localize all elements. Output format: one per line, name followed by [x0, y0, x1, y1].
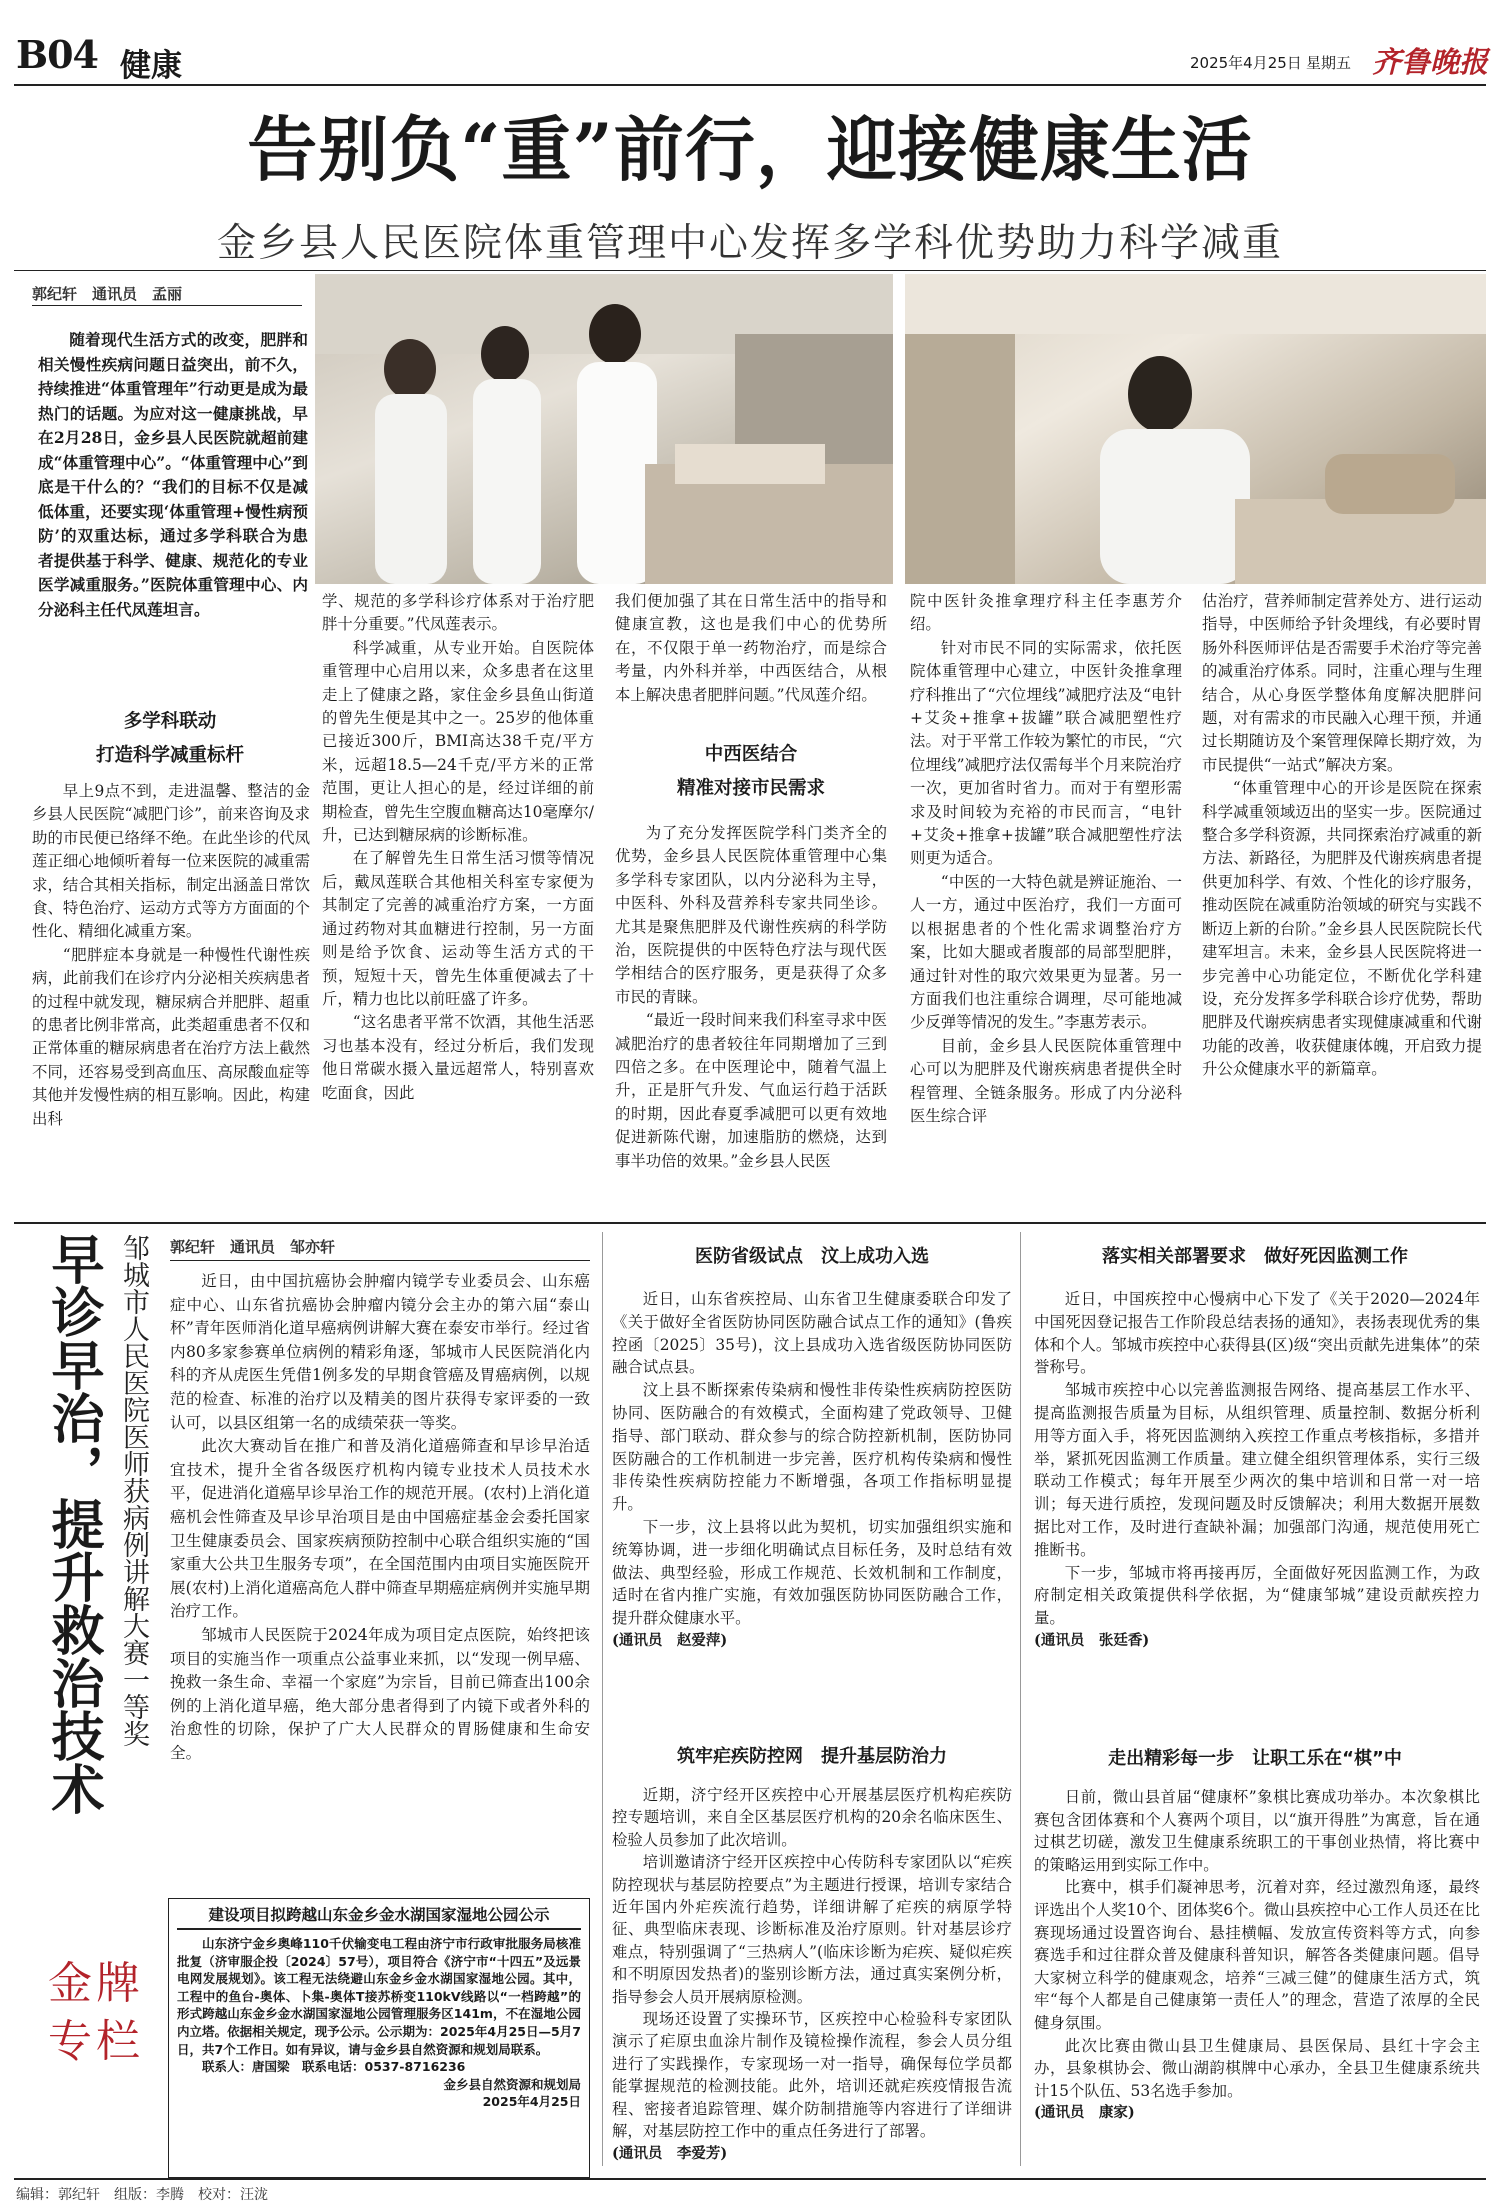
brief2-body: 近期，济宁经开区疾控中心开展基层医疗机构疟疾防控专题培训，来自全区基层医疗机构的20余名临床医生、检验人员参加了此次培训。 培训邀请济宁经开区疾控中心传防科专家团队以“疟疾防控现状与基层防控要点”为主题进行授课，培训专家结合近年国内外疟疾流行趋势，详细讲解了疟疾的病原学特征、典型临床表现、诊断标准及治疗原则。针对基层诊疗难点，特别强调了“三热病人”(临床诊断为疟疾、疑似疟疾和不明原因发热者)的鉴别诊断方法，通过真实案例分析，指导参会人员开展病原检测。 现场还设置了实操环节，区疾控中心检验科专家团队演示了疟原虫血涂片制作及镜检操作流程，参会人员分组进行了实践操作，专家现场一对一指导，确保每位学员都能掌握规范的检测技能。此外，培训还就疟疾疫情报告流程、密接者追踪管理、媒介防制措施等内容进行了详细讲解，对基层防控工作中的重点任务进行了部署。 (通讯员 李爱芳): [612, 1784, 1012, 2165]
column-label: 金牌专栏: [48, 1958, 144, 2067]
notice-title: 建设项目拟跨越山东金乡金水湖国家湿地公园公示: [208, 1906, 550, 1924]
brief1-title: 医防省级试点 汶上成功入选: [695, 1246, 929, 1267]
brief4-body: 日前，微山县首届“健康杯”象棋比赛成功举办。本次象棋比赛包含团体赛和个人赛两个项目，以“旗开得胜”为寓意，旨在通过棋艺切磋，激发卫生健康系统职工的干事创业热情，将比赛中的策略运用到实际工作中。 比赛中，棋手们凝神思考，沉着对弈，经过激烈角逐，最终评选出个人奖10个、团体奖6个。微山县疾控中心工作人员还在比赛现场通过设置咨询台、悬挂横幅、发放宣传资料等方式，向参赛选手和过往群众普及健康科普知识，解答各类健康问题。倡导大家树立科学的健康观念，培养“三减三健”的健康生活方式，筑牢“每个人都是自己健康第一责任人”的理念，营造了浓厚的全民健身氛围。 此次比赛由微山县卫生健康局、县医保局、县红十字会主办，县象棋协会、微山湖韵棋牌中心承办，全县卫生健康系统共计15个队伍、53名选手参加。 (通讯员 康家): [1034, 1786, 1480, 2125]
main-col-5: 估治疗，营养师制定营养处方、进行运动指导，中医师给予针灸埋线，有必要时胃肠外科医师评估是否需要手术治疗等完善的减重治疗体系。同时，注重心理与生理结合，从心身医学整体角度解决肥胖问题，对有需求的市民融入心理干预，并通过长期随访及个案管理保障长期疗效，为市民提供“一站式”解决方案。 “体重管理中心的开诊是医院在探索科学减重领域迈出的坚实一步。医院通过整合多学科资源，共同探索治疗减重的新方法、新路径，为肥胖及代谢疾病患者提供更加科学、有效、个性化的诊疗服务，推动医院在减重防治领域的研究与实践不断迈上新的台阶。”金乡县人民医院院长代建军坦言。未来，金乡县人民医院将进一步完善中心功能定位，不断优化学科建设，充分发挥多学科联合诊疗优势，帮助肥胖及代谢疾病患者实现健康减重和代谢功能的改善，收获健康体魄，开启致力提升公众健康水平的新篇章。: [1202, 592, 1482, 1079]
main-headline: 告别负“重”前行，迎接健康生活: [247, 108, 1253, 191]
main-col-1: 早上9点不到，走进温馨、整洁的金乡县人民医院“减肥门诊”，前来咨询及求助的市民便已络绎不绝。在此坐诊的代凤莲正细心地倾听着每一位来医院的减重需求，结合其相关指标，制定出涵盖日常饮食、特色治疗、运动方式等方方面面的个性化、精细化减重方案。 “肥胖症本身就是一种慢性代谢性疾病，此前我们在诊疗内分泌相关疾病患者的过程中就发现，糖尿病合并肥胖、超重的患者比例非常高，此类超重患者不仅和正常体重的糖尿病患者在治疗方法上截然不同，还容易受到高血压、高尿酸血症等其他并发慢性病的相互影响。因此，构建出科: [32, 782, 310, 1128]
brief2-credit: (通讯员 李爱芳): [612, 2144, 728, 2162]
mid-rule: [14, 1222, 1486, 1224]
main-col-3b: 为了充分发挥医院学科门类齐全的优势，金乡县人民医院体重管理中心集多学科专家团队，以内分泌科为主导，中医科、外科及营养科专家共同坐诊。尤其是聚焦肥胖及代谢性疾病的科学防治，医院提供的中医特色疗法与现代医学相结合的医疗服务，更是获得了众多市民的青睐。 “最近一段时间来我们科室寻求中医减肥治疗的患者较往年同期增加了三到四倍之多。在中医理论中，随着气温上升，正是肝气升发、气血运行趋于活跃的时期，因此春夏季减肥可以更有效地促进新陈代谢，加速脂肪的燃烧，达到事半功倍的效果。”金乡县人民医: [615, 824, 887, 1170]
brief2-title: 筑牢疟疾防控网 提升基层防治力: [677, 1746, 947, 1767]
page-number: B04: [16, 32, 98, 77]
brief4-credit: (通讯员 康家): [1034, 2104, 1135, 2122]
footer-rule: [14, 2178, 1486, 2180]
notice-date: 2025年4月25日: [482, 2094, 581, 2110]
brief3-body: 近日，中国疾控中心慢病中心下发了《关于2020—2024年中国死因登记报告工作阶段总结表扬的通知》，表扬表现优秀的集体和个人。邹城市疾控中心获得县(区)级“突出贡献先进集体”的荣誉称号。 邹城市疾控中心以完善监测报告网络、提高基层工作水平、提高监测报告质量为目标，从组织管理、质量控制、数据分析利用等方面入手，将死因监测纳入疾控工作重点考核指标，多措并举，紧抓死因监测工作质量。建立健全组织管理体系，实行三级联动工作模式；每年开展至少两次的集中培训和日常一对一培训；每天进行质控，发现问题及时反馈解决；利用大数据开展数据比对工作，及时进行查缺补漏；加强部门沟通，规范使用死亡推断书。 下一步，邹城市将再接再厉，全面做好死因监测工作，为政府制定相关政策提供科学依据，为“健康邹城”建设贡献疾控力量。 (通讯员 张廷香): [1034, 1288, 1480, 1653]
main-byline: 郭纪轩 通讯员 孟丽: [32, 285, 183, 303]
notice-contact: 联系人：唐国梁 联系电话：0537-8716236: [202, 2059, 466, 2075]
zou-byline: 郭纪轩 通讯员 邹亦轩: [170, 1238, 336, 1256]
photo-doctor-treatment: [905, 274, 1486, 584]
vertical-rule-2: [1020, 1232, 1021, 2166]
main-col-3a: 我们便加强了其在日常生活中的指导和健康宣教，这也是我们中心的优势所在，不仅限于单一药物治疗，而是综合考量，内外科并举，中西医结合，从根本上解决患者肥胖问题。”代凤莲介绍。: [615, 592, 887, 704]
subhead-tcm-western: 中西医结合 精准对接市民需求: [676, 744, 825, 799]
brief4-title: 走出精彩每一步 让职工乐在“棋”中: [1108, 1748, 1402, 1769]
notice-body: 山东济宁金乡奥峰110千伏输变电工程由济宁市行政审批服务局核准批复（济审服企投〔2024〕57号），项目符合《济宁市“十四五”及远景电网发展规划》。该工程无法绕避山东金乡金水湖国家湿地公园。其中，工程中的鱼台-奥体、卜集-奥体T接苏桥变110kV线路以“一档跨越”的形式跨越山东金乡金水湖国家湿地公园管理服务区141m，不在湿地公园内立塔。依据相关规定，现予公示。公示期为：2025年4月25日—5月7日，共7个工作日。如有异议，请与金乡县自然资源和规划局联系。: [177, 1936, 581, 2057]
notice-org: 金乡县自然资源和规划局: [443, 2077, 581, 2093]
byline-rule: [32, 305, 302, 306]
footer-credits: 编辑：郭纪轩 组版：李腾 校对：汪泷: [16, 2187, 268, 2203]
section-name: 健康: [120, 48, 182, 84]
headline-rule: [14, 270, 1486, 271]
main-lead: 随着现代生活方式的改变，肥胖和相关慢性疾病问题日益突出，前不久，持续推进“体重管理年”行动更是成为最热门的话题。为应对这一健康挑战，早在2月28日，金乡县人民医院就超前建成“体重管理中心”。“体重管理中心”到底是干什么的？“我们的目标不仅是减低体重，还要实现‘体重管理+慢性病预防’的双重达标，通过多学科联合为患者提供基于科学、健康、规范化的专业医学减重服务。”医院体重管理中心、内分泌科主任代凤莲坦言。: [38, 330, 308, 619]
zou-body: 近日，由中国抗癌协会肿瘤内镜学专业委员会、山东癌症中心、山东省抗癌协会肿瘤内镜分会主办的第六届“泰山杯”青年医师消化道早癌病例讲解大赛在泰安市举行。经过省内80多家参赛单位病例的精彩角逐，邹城市人民医院消化内科的齐从虎医生凭借1例多发的早期食管癌及胃癌病例，以规范的检查、标准的治疗以及精美的图片获得专家评委的一致认可，以县区组第一名的成绩荣获一等奖。 此次大赛动旨在推广和普及消化道癌筛查和早诊早治适宜技术，提升全省各级医疗机构内镜专业技术人员技术水平，促进消化道癌早诊早治工作的规范开展。(农村)上消化道癌机会性筛查及早诊早治项目是由中国癌症基金会委托国家卫生健康委员会、国家疾病预防控制中心联合组织实施的“国家重大公共卫生服务专项”，在全国范围内由项目实施医院开展(农村)上消化道癌高危人群中筛查早期癌症病例并实施早期治疗工作。 邹城市人民医院于2024年成为项目定点医院，始终把该项目的实施当作一项重点公益事业来抓，以“发现一例早癌、挽救一条生命、幸福一个家庭”为宗旨，目前已筛查出100余例的上消化道早癌，绝大部分患者得到了内镜下或者外科的治愈性的切除，保护了广大人民群众的胃肠健康和生命安全。: [170, 1272, 590, 1762]
issue-date: 2025年4月25日: [1190, 54, 1302, 72]
brief1-credit: (通讯员 赵爱萍): [612, 1631, 728, 1649]
subhead-multidiscipline: 多学科联动 打造科学减重标杆: [95, 711, 244, 766]
zou-headline: 早诊早治，提升救治技术: [43, 1232, 105, 1815]
main-subheadline: 金乡县人民医院体重管理中心发挥多学科优势助力科学减重: [216, 221, 1283, 266]
header-rule: [14, 84, 1486, 86]
vertical-rule-1: [602, 1232, 603, 2166]
issue-weekday: 星期五: [1306, 54, 1352, 72]
brief3-credit: (通讯员 张廷香): [1034, 1631, 1150, 1649]
zou-byline-rule: [170, 1260, 590, 1261]
main-col-4: 院中医针灸推拿理疗科主任李惠芳介绍。 针对市民不同的实际需求，依托医院体重管理中心建立，中医针灸推拿理疗科推出了“穴位埋线”减肥疗法及“电针+艾灸+推拿+拔罐”联合减肥塑性疗法。对于平常工作较为繁忙的市民，“穴位埋线”减肥疗法仅需每半个月来院治疗一次，更加省时省力。而对于有塑形需求及时间较为充裕的市民而言，“电针+艾灸+推拿+拔罐”联合减肥塑性疗法则更为适合。 “中医的一大特色就是辨证施治、一人一方，通过中医治疗，我们一方面可以根据患者的个性化需求调整治疗方案，比如大腿或者腹部的局部型肥胖，通过针对性的取穴效果更为显著。另一方面我们也注重综合调理，尽可能地减少反弹等情况的发生。”李惠芳表示。 目前，金乡县人民医院体重管理中心可以为肥胖及代谢疾病患者提供全时程管理、全链条服务。形成了内分泌科医生综合评: [910, 592, 1182, 1125]
newspaper-logo: 齐鲁晚报: [1372, 45, 1489, 79]
zou-subheadline: 邹城市人民医院医师获病例讲解大赛一等奖: [118, 1234, 149, 1747]
brief3-title: 落实相关部署要求 做好死因监测工作: [1102, 1246, 1408, 1267]
main-col-2: 学、规范的多学科诊疗体系对于治疗肥胖十分重要。”代凤莲表示。 科学减重，从专业开始。自医院体重管理中心启用以来，众多患者在这里走上了健康之路，家住金乡县鱼山街道的曾先生便是其中之一。25岁的他体重已接近300斤，BMI高达38千克/平方米，远超18.5—24千克/平方米的正常范围，更让人担心的是，经过详细的前期检查，曾先生空腹血糖高达10毫摩尔/升，已达到糖尿病的诊断标准。 在了解曾先生日常生活习惯等情况后，戴凤莲联合其他相关科室专家便为其制定了完善的减重治疗方案，一方面通过药物对其血糖进行控制，另一方面则是给予饮食、运动等生活方式的干预，短短十天，曾先生体重便减去了十斤，精力也比以前旺盛了许多。 “这名患者平常不饮酒，其他生活恶习也基本没有，经过分析后，我们发现他日常碳水摄入量远超常人，特别喜欢吃面食，因此: [322, 592, 594, 1102]
photo-doctors-ward: [315, 274, 893, 584]
notice-box: [168, 1898, 590, 2178]
brief1-body: 近日，山东省疾控局、山东省卫生健康委联合印发了《关于做好全省医防协同医防融合试点工作的通知》(鲁疾控函〔2025〕35号)，汶上县成功入选省级医防协同医防融合试点县。 汶上县不断探索传染病和慢性非传染性疾病防控医防协同、医防融合的有效模式，全面构建了党政领导、卫健指导、部门联动、群众参与的综合防控新机制，医防协同医防融合的工作机制进一步完善，医疗机构传染病和慢性非传染性疾病防控能力不断增强，各项工作指标明显提升。 下一步，汶上县将以此为契机，切实加强组织实施和统筹协调，进一步细化明确试点目标任务，及时总结有效做法、典型经验，形成工作规范、长效机制和工作制度，适时在省内推广实施，有效加强医防协同医防融合工作，提升群众健康水平。 (通讯员 赵爱萍): [612, 1288, 1012, 1653]
